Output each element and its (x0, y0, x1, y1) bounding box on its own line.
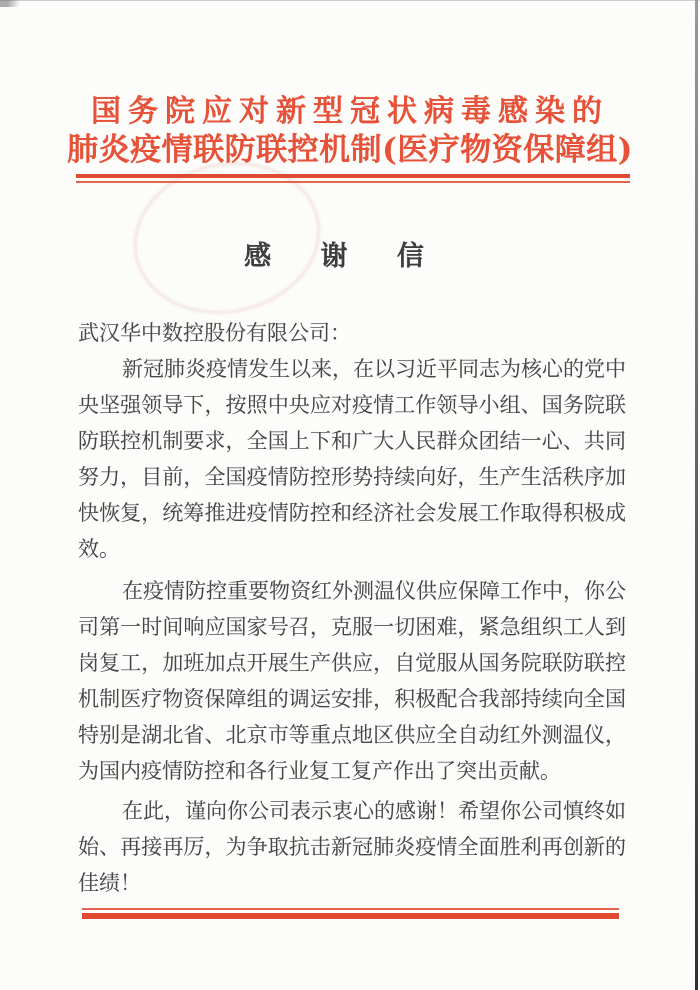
text-line: 机制医疗物资保障组的调运安排，积极配合我部持续向全国 (78, 687, 626, 711)
text-line: 在疫情防控重要物资红外测温仪供应保障工作中，你公 (122, 579, 626, 603)
text-line: 新冠肺炎疫情发生以来，在以习近平同志为核心的党中 (122, 357, 626, 381)
text-line: 快恢复，统筹推进疫情防控和经济社会发展工作取得积极成 (78, 501, 626, 525)
paragraph (78, 793, 626, 901)
letter-title: 感 谢 信 (244, 241, 444, 272)
text-line: 为国内疫情防控和各行业复工复产作出了突出贡献。 (78, 759, 561, 783)
text-line: 在此，谨向你公司表示衷心的感谢！希望你公司慎终如 (122, 799, 626, 823)
letterhead-line1: 国务院应对新型冠状病毒感染的 (91, 94, 609, 129)
salutation: 武汉华中数控股份有限公司： (78, 321, 351, 345)
text-line: 佳绩！ (78, 871, 141, 895)
text-line: 始、再接再厉，为争取抗击新冠肺炎疫情全面胜利再创新的 (78, 835, 626, 859)
letterhead-rule-thick (76, 174, 630, 178)
text-line: 司第一时间响应国家号召，克服一切困难，紧急组织工人到 (78, 615, 626, 639)
paragraph (78, 573, 626, 789)
scan-top-edge (0, 0, 700, 1)
footer-rule-thin (82, 908, 619, 910)
letterhead-rule-thin (76, 181, 630, 183)
text-line: 岗复工，加班加点开展生产供应，自觉服从国务院联防联控 (78, 651, 626, 675)
text-line: 努力，目前，全国疫情防控形势持续向好，生产生活秩序加 (78, 465, 626, 489)
text-line: 效。 (78, 537, 120, 561)
text-line: 特别是湖北省、北京市等重点地区供应全自动红外测温仪， (78, 723, 626, 747)
text-line: 防联控机制要求，全国上下和广大人民群众团结一心、共同 (78, 429, 626, 453)
letter-body (78, 315, 626, 901)
text-line: 央坚强领导下，按照中央应对疫情工作领导小组、国务院联 (78, 393, 626, 417)
footer-rule-thick (82, 913, 619, 919)
paragraph (78, 351, 626, 567)
letterhead-line2: 肺炎疫情联防联控机制(医疗物资保障组) (67, 132, 633, 168)
scan-corner-artifact (0, 0, 26, 7)
